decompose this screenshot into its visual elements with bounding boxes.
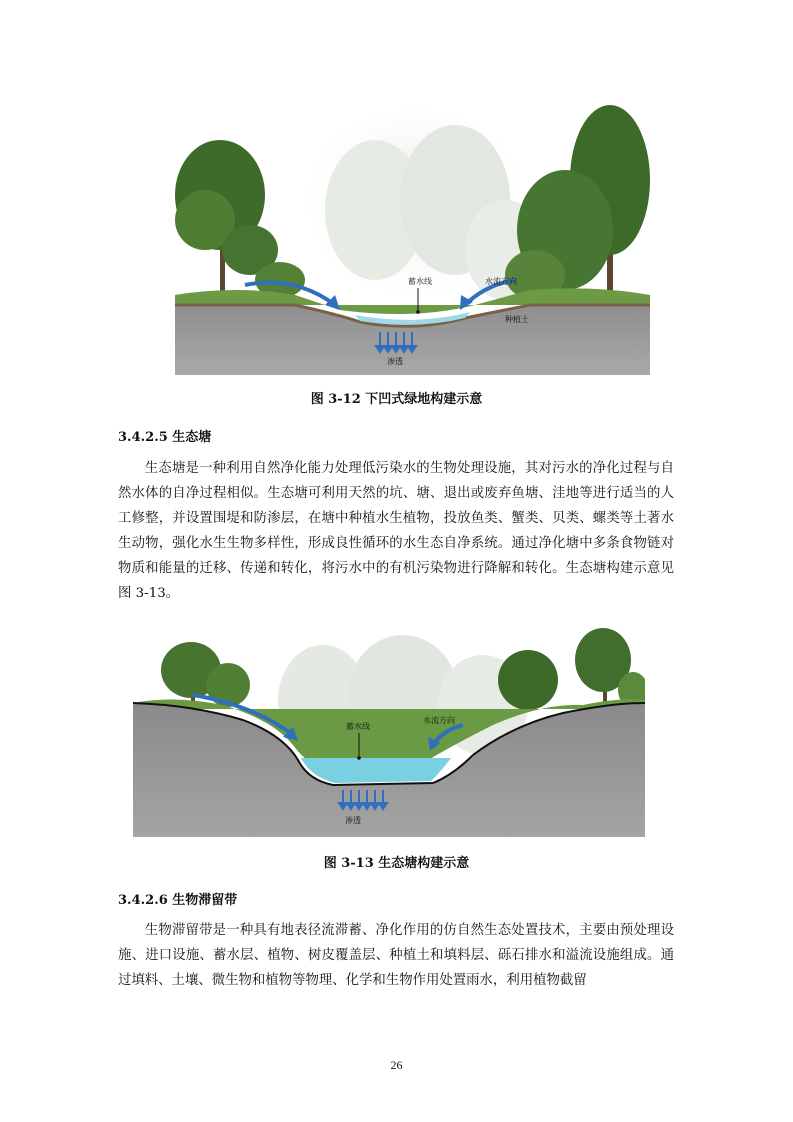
section-heading-bioretention: 3.4.2.6 生物滞留带 xyxy=(118,893,238,908)
figure-sunken-greenland xyxy=(175,100,650,375)
paragraph-bioretention: 生物滞留带是一种具有地表径流滞蓄、净化作用的仿自然生态处置技术，主要由预处理设施、进口设施、蓄水层、植物、树皮覆盖层、种植土和填料层、砾石排水和溢流设施组成。通过填料、土壤、微生物和植物等物理、化学和生物作用处置雨水，利用植物截留 xyxy=(118,923,674,988)
label-infiltration-2: 渗透 xyxy=(345,816,361,825)
page-number: 26 xyxy=(390,1058,403,1072)
paragraph-ecological-pond: 生态塘是一种利用自然净化能力处理低污染水的生物处理设施，其对污水的净化过程与自然水体的自净过程相似。生态塘可利用天然的坑、塘、退出或废弃鱼塘、洼地等进行适当的人工修整，并设置围堤和防渗层，在塘中种植水生植物，投放鱼类、蟹类、贝类、螺类等土著水生动物，强化水生生物多样性，形成良性循环的水生态自净系统。通过净化塘中多条食物链对物质和能量的迁移、传递和转化，将污水中的有机污染物进行降解和转化。生态塘构建示意见图 3-13。 xyxy=(118,461,674,601)
figure-caption-3-13: 图 3-13 生态塘构建示意 xyxy=(323,856,470,871)
label-flow-direction-2: 水流方向 xyxy=(423,716,455,725)
label-storage-line-2: 蓄水线 xyxy=(346,722,370,731)
figure-caption-3-12: 图 3-12 下凹式绿地构建示意 xyxy=(310,392,483,407)
section-heading-ecological-pond: 3.4.2.5 生态塘 xyxy=(118,430,212,445)
label-infiltration: 渗透 xyxy=(387,357,403,366)
label-flow-direction: 水流方向 xyxy=(485,277,517,286)
label-planting-soil: 种植土 xyxy=(505,315,529,324)
label-storage-line: 蓄水线 xyxy=(408,277,432,286)
figure-ecological-pond xyxy=(133,625,645,837)
